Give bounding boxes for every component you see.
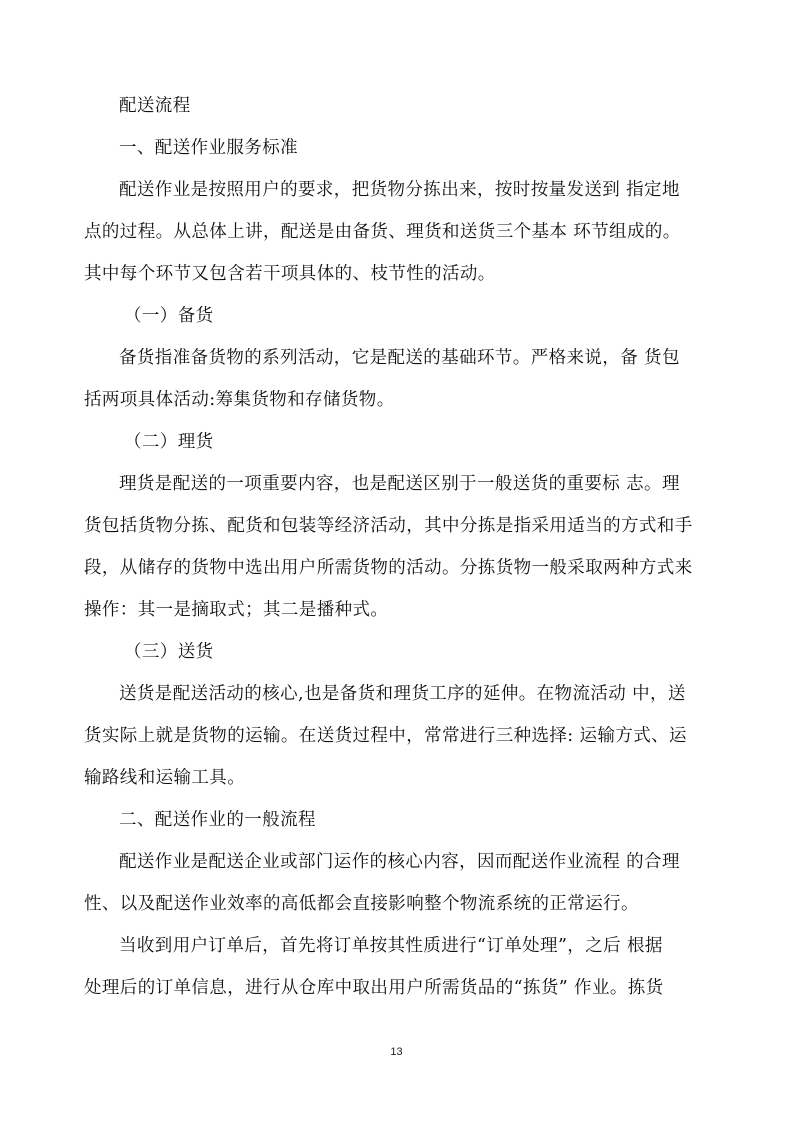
paragraph-line: 配送作业是配送企业或部门运作的核心内容，因而配送作业流程 的合理 [119, 852, 680, 872]
paragraph-line: 理货是配送的一项重要内容，也是配送区别于一般送货的重要标 志。理 [119, 474, 680, 494]
paragraph-line: 括两项具体活动:筹集货物和存储货物。 [84, 390, 395, 410]
section-heading-2: 二、配送作业的一般流程 [119, 810, 316, 830]
paragraph-line: 当收到用户订单后，首先将订单按其性质进行“订单处理”，之后 根据 [119, 936, 663, 956]
paragraph-line: 输路线和运输工具。 [84, 768, 246, 788]
paragraph-line: 处理后的订单信息，进行从仓库中取出用户所需货品的“拣货” 作业。拣货 [84, 978, 664, 998]
paragraph-line: 段，从储存的货物中选出用户所需货物的活动。分拣货物一般采取两种方式来 [84, 558, 693, 578]
paragraph-line: 备货指准备货物的系列活动，它是配送的基础环节。严格来说，备 货包 [119, 348, 680, 368]
paragraph-line: 配送作业是按照用户的要求，把货物分拣出来，按时按量发送到 指定地 [119, 180, 680, 200]
subheading-stock-preparation: （一）备货 [124, 306, 214, 326]
doc-title: 配送流程 [119, 96, 191, 116]
subheading-delivery: （三）送货 [124, 642, 214, 662]
subheading-sorting: （二）理货 [124, 432, 214, 452]
paragraph-line: 货实际上就是货物的运输。在送货过程中，常常进行三种选择: 运输方式、运 [84, 726, 687, 746]
paragraph-line: 货包括货物分拣、配货和包装等经济活动，其中分拣是指采用适当的方式和手 [84, 516, 693, 536]
section-heading-1: 一、配送作业服务标准 [119, 138, 298, 158]
paragraph-line: 送货是配送活动的核心,也是备货和理货工序的延伸。在物流活动 中，送 [119, 684, 686, 704]
paragraph-line: 点的过程。从总体上讲，配送是由备货、理货和送货三个基本 环节组成的。 [84, 222, 681, 242]
paragraph-line: 性、以及配送作业效率的高低都会直接影响整个物流系统的正常运行。 [84, 894, 639, 914]
paragraph-line: 其中每个环节又包含若干项具体的、枝节性的活动。 [84, 264, 496, 284]
page-number: 13 [390, 1046, 403, 1058]
paragraph-line: 操作：其一是摘取式；其二是播种式。 [84, 600, 389, 620]
